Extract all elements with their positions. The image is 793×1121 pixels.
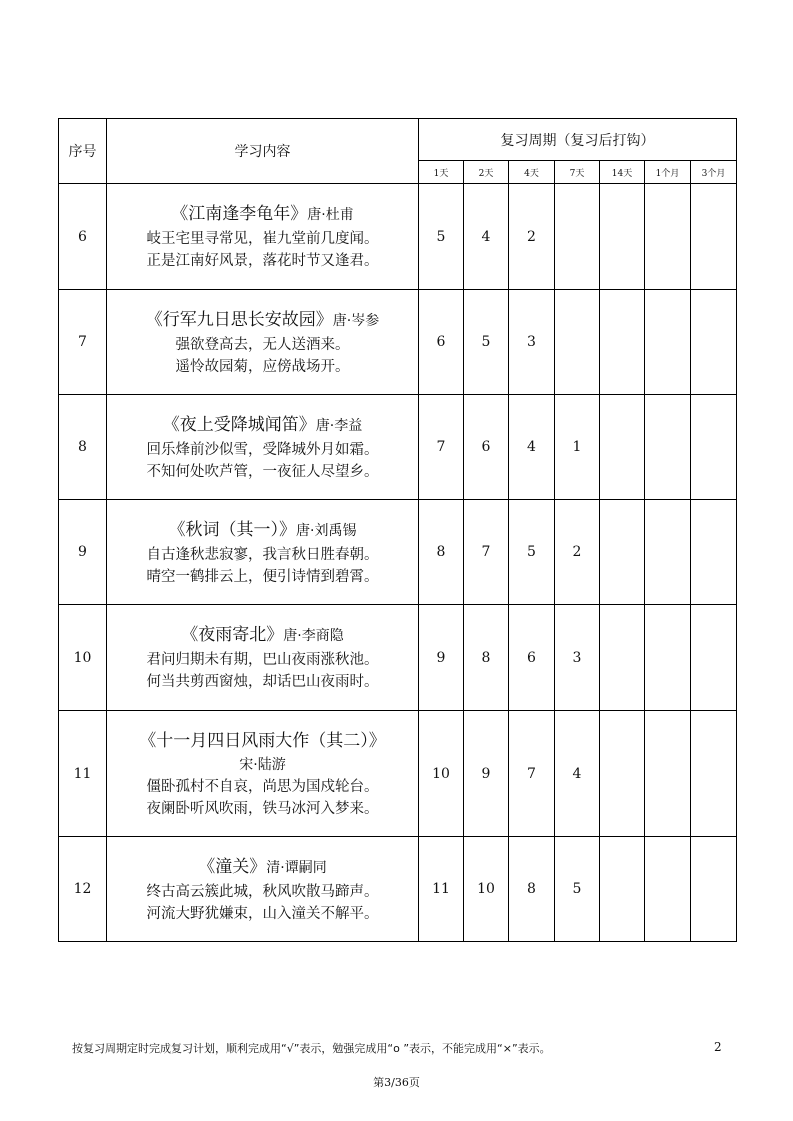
review-mark-cell[interactable] xyxy=(645,500,691,605)
poem-title-line xyxy=(107,622,418,649)
review-mark-cell[interactable]: 7 xyxy=(419,395,464,500)
poem-verse-line: 岐王宅里寻常见，崔九堂前几度闻。 xyxy=(146,231,379,247)
content-cell xyxy=(107,290,419,395)
review-mark-cell[interactable] xyxy=(645,290,691,395)
content-cell xyxy=(107,605,419,711)
review-mark-cell[interactable]: 3 xyxy=(509,290,555,395)
review-mark-cell[interactable]: 3 xyxy=(555,605,600,711)
review-mark-cell[interactable]: 5 xyxy=(555,837,600,942)
content-cell xyxy=(107,500,419,605)
poem-verse-line: 正是江南好风景，落花时节又逢君。 xyxy=(146,253,379,269)
content-cell xyxy=(107,837,419,942)
review-mark-cell[interactable] xyxy=(691,711,737,837)
poem-author: 唐·杜甫 xyxy=(307,207,354,223)
poem-verse-line: 回乐烽前沙似雪，受降城外月如霜。 xyxy=(146,441,379,458)
poem-title: 《潼关》 xyxy=(198,856,267,877)
review-mark-cell[interactable]: 10 xyxy=(464,837,509,942)
cycle-header-cell: 3个月 xyxy=(691,161,737,184)
review-mark-cell[interactable] xyxy=(555,290,600,395)
content-cell xyxy=(107,711,419,837)
poem-title: 《夜雨寄北》 xyxy=(181,625,284,645)
review-mark-cell[interactable]: 4 xyxy=(464,184,509,290)
review-mark-cell[interactable] xyxy=(600,290,645,395)
review-mark-cell[interactable] xyxy=(600,500,645,605)
poem-title: 《十一月四日风雨大作（其二）》 xyxy=(139,730,386,751)
poem-title-line xyxy=(107,201,418,228)
review-mark-cell[interactable]: 9 xyxy=(464,711,509,837)
table-row xyxy=(59,837,737,942)
review-mark-cell[interactable]: 7 xyxy=(509,711,555,837)
table-row xyxy=(59,605,737,711)
poem-author: 唐·李商隐 xyxy=(283,628,344,644)
cycle-header-cell: 2天 xyxy=(464,161,509,184)
review-mark-cell[interactable] xyxy=(600,711,645,837)
poem-verse-line: 何当共剪西窗烛，却话巴山夜雨时。 xyxy=(146,674,379,690)
review-mark-cell[interactable] xyxy=(600,837,645,942)
content-cell xyxy=(107,395,419,500)
table-row xyxy=(59,184,737,290)
review-mark-cell[interactable]: 10 xyxy=(419,711,464,837)
table-row xyxy=(59,500,737,605)
review-mark-cell[interactable] xyxy=(645,605,691,711)
footer-page-number: 2 xyxy=(714,1040,722,1054)
review-mark-cell[interactable] xyxy=(645,711,691,837)
poem-verse-line: 遥怜故园菊，应傍战场开。 xyxy=(175,358,350,375)
review-mark-cell[interactable]: 5 xyxy=(464,290,509,395)
review-mark-cell[interactable]: 6 xyxy=(509,605,555,711)
review-mark-cell[interactable] xyxy=(645,184,691,290)
poem-title-line xyxy=(107,307,418,334)
poem-author: 唐·李益 xyxy=(315,417,363,434)
table-row xyxy=(59,290,737,395)
poem-author: 唐·岑参 xyxy=(332,312,380,329)
review-mark-cell[interactable] xyxy=(645,395,691,500)
seq-cell: 8 xyxy=(59,395,107,500)
table-row xyxy=(59,395,737,500)
poem-verse-line: 自古逢秋悲寂寥，我言秋日胜春朝。 xyxy=(146,546,379,563)
poem-title: 《夜上受降城闻笛》 xyxy=(162,414,316,435)
poem-author: 唐·刘禹锡 xyxy=(296,522,357,539)
poem-verse-line: 河流大野犹嫌束，山入潼关不解平。 xyxy=(146,905,379,922)
poem-verse-line: 晴空一鹤排云上，便引诗情到碧霄。 xyxy=(146,568,379,585)
cycle-header-cell: 1天 xyxy=(419,161,464,184)
review-table xyxy=(58,118,737,942)
review-mark-cell[interactable]: 4 xyxy=(555,711,600,837)
review-mark-cell[interactable]: 7 xyxy=(464,500,509,605)
poem-title-line xyxy=(107,412,418,439)
poem-title-line xyxy=(107,517,418,544)
review-mark-cell[interactable] xyxy=(691,290,737,395)
review-mark-cell[interactable] xyxy=(645,837,691,942)
table-row xyxy=(59,711,737,837)
review-mark-cell[interactable]: 6 xyxy=(464,395,509,500)
footer-note: 按复习周期定时完成复习计划，顺利完成用“√”表示，勉强完成用“ο ”表示，不能完成用“×”表示。 xyxy=(72,1042,551,1055)
cycle-header-cell: 14天 xyxy=(600,161,645,184)
header-cycle: 复习周期（复习后打钩） xyxy=(419,119,737,161)
seq-cell: 10 xyxy=(59,605,107,711)
review-mark-cell[interactable] xyxy=(691,184,737,290)
poem-title-line xyxy=(107,854,418,881)
review-mark-cell[interactable] xyxy=(600,395,645,500)
seq-cell: 12 xyxy=(59,837,107,942)
review-mark-cell[interactable] xyxy=(600,605,645,711)
poem-title-line xyxy=(107,728,418,754)
review-mark-cell[interactable]: 5 xyxy=(509,500,555,605)
review-mark-cell[interactable] xyxy=(691,837,737,942)
poem-verse-line: 终古高云簇此城，秋风吹散马蹄声。 xyxy=(146,883,379,900)
cycle-header-cell: 1个月 xyxy=(645,161,691,184)
poem-verse-line: 不知何处吹芦管，一夜征人尽望乡。 xyxy=(146,463,379,480)
review-mark-cell[interactable]: 11 xyxy=(419,837,464,942)
cycle-header-cell: 7天 xyxy=(555,161,600,184)
header-content: 学习内容 xyxy=(107,119,419,184)
review-mark-cell[interactable]: 8 xyxy=(464,605,509,711)
poem-verse-line: 君问归期未有期，巴山夜雨涨秋池。 xyxy=(146,652,379,668)
page-indicator: 第3/36页 xyxy=(373,1076,420,1089)
poem-title: 《行军九日思长安故园》 xyxy=(145,309,333,330)
content-cell xyxy=(107,184,419,290)
poem-verse-line: 夜阑卧听风吹雨，铁马冰河入梦来。 xyxy=(146,800,379,817)
review-mark-cell[interactable] xyxy=(691,395,737,500)
review-mark-cell[interactable]: 6 xyxy=(419,290,464,395)
review-mark-cell[interactable] xyxy=(691,500,737,605)
poem-verse-line: 僵卧孤村不自哀，尚思为国戍轮台。 xyxy=(146,778,379,795)
seq-cell: 6 xyxy=(59,184,107,290)
review-mark-cell[interactable]: 8 xyxy=(509,837,555,942)
review-mark-cell[interactable]: 2 xyxy=(555,500,600,605)
review-mark-cell[interactable]: 8 xyxy=(419,500,464,605)
seq-cell: 9 xyxy=(59,500,107,605)
seq-cell: 7 xyxy=(59,290,107,395)
review-mark-cell[interactable]: 1 xyxy=(555,395,600,500)
review-mark-cell[interactable] xyxy=(555,184,600,290)
review-mark-cell[interactable]: 9 xyxy=(419,605,464,711)
poem-author: 宋·陆游 xyxy=(239,756,286,773)
review-mark-cell[interactable]: 2 xyxy=(509,184,555,290)
review-mark-cell[interactable]: 4 xyxy=(509,395,555,500)
cycle-header-cell: 4天 xyxy=(509,161,555,184)
header-seq: 序号 xyxy=(59,119,107,184)
review-mark-cell[interactable]: 5 xyxy=(419,184,464,290)
review-mark-cell[interactable] xyxy=(600,184,645,290)
poem-verse-line: 强欲登高去，无人送酒来。 xyxy=(175,336,350,353)
poem-title: 《秋词（其一）》 xyxy=(168,519,297,540)
seq-cell: 11 xyxy=(59,711,107,837)
poem-title: 《江南逢李龟年》 xyxy=(171,204,308,224)
review-mark-cell[interactable] xyxy=(691,605,737,711)
table-body xyxy=(59,184,737,942)
poem-author: 清·谭嗣同 xyxy=(266,859,327,876)
